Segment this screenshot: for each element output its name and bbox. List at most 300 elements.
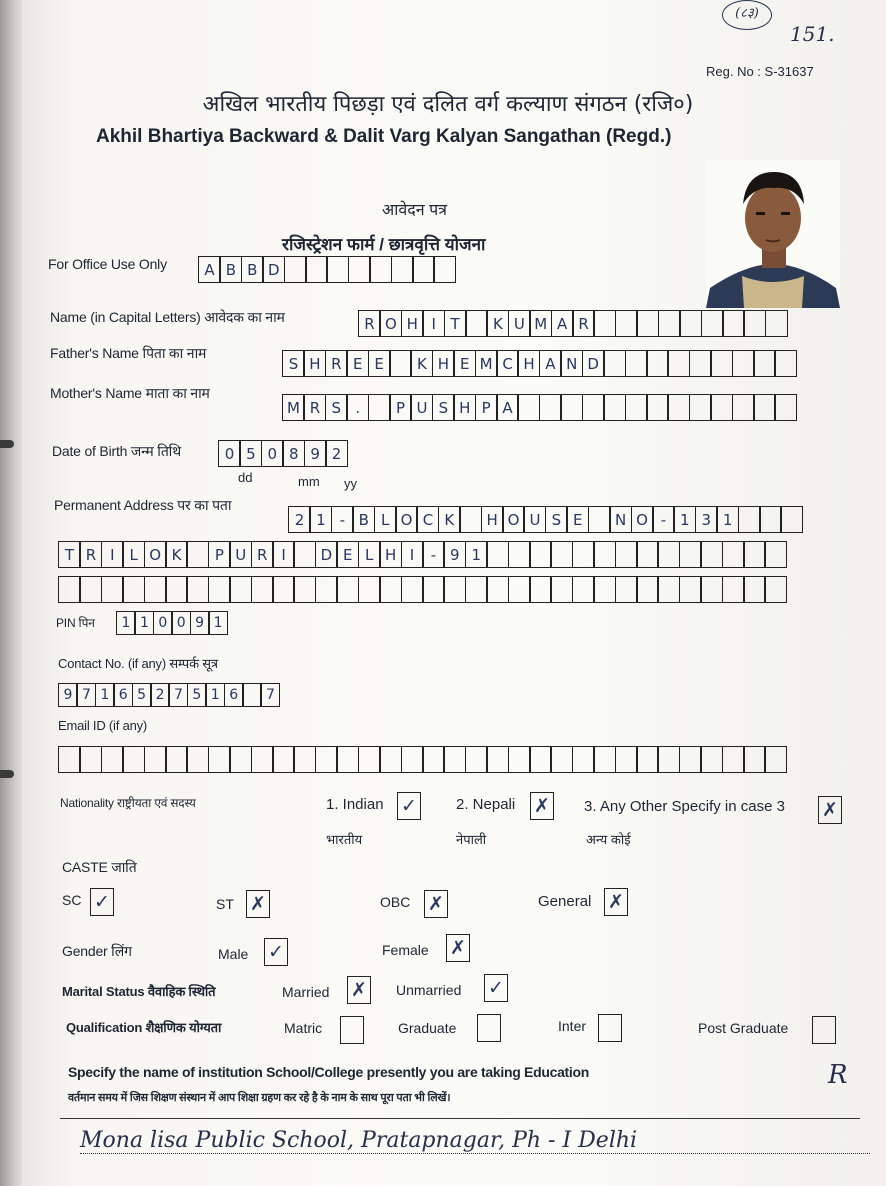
name-label: Name (in Capital Letters) आवेदक का नाम — [50, 309, 285, 325]
char-box — [272, 576, 295, 603]
char-box: L — [374, 506, 397, 533]
char-box — [582, 394, 605, 421]
pin-boxes[interactable] — [116, 611, 226, 635]
char-box — [186, 576, 209, 603]
marital-unmarried-checkbox[interactable]: ✓ — [484, 974, 508, 1002]
char-box — [369, 256, 392, 283]
char-box: 7 — [168, 683, 188, 707]
char-box: 1 — [716, 506, 739, 533]
char-box — [539, 394, 562, 421]
char-box: S — [325, 394, 348, 421]
email-label: Email ID (if any) — [58, 718, 148, 733]
contact-label: Contact No. (if any) सम्पर्क सूत्र — [58, 656, 218, 671]
institution-label-english: Specify the name of institution School/College presently you are taking Education — [68, 1064, 590, 1080]
dob-yy: yy — [344, 476, 357, 491]
caste-st-label: ST — [216, 896, 234, 912]
char-box — [701, 310, 724, 337]
char-box — [293, 746, 316, 773]
char-box: 9 — [304, 440, 327, 467]
char-box — [242, 683, 262, 707]
char-box — [208, 576, 231, 603]
mother-name-boxes[interactable] — [282, 394, 796, 421]
caste-obc-label: OBC — [380, 894, 411, 910]
char-box: R — [79, 541, 102, 568]
char-box: 1 — [134, 611, 154, 635]
char-box — [679, 576, 702, 603]
nationality-label: Nationality राष्ट्रीयता एवं सदस्य — [60, 796, 196, 810]
char-box: U — [523, 506, 546, 533]
char-box — [486, 576, 509, 603]
char-box: . — [346, 394, 369, 421]
char-box: 9 — [58, 683, 78, 707]
char-box: H — [481, 506, 504, 533]
qualification-graduate-label: Graduate — [398, 1020, 457, 1036]
dob-dd: dd — [238, 470, 253, 485]
nationality-nepali-label: 2. Nepali — [456, 796, 516, 813]
char-box — [593, 541, 616, 568]
char-box — [336, 576, 359, 603]
char-box: - — [422, 541, 445, 568]
char-box — [657, 541, 680, 568]
char-box — [667, 350, 690, 377]
char-box: R — [572, 310, 595, 337]
char-box — [625, 350, 648, 377]
char-box — [550, 541, 573, 568]
char-box — [443, 576, 466, 603]
char-box — [700, 746, 723, 773]
char-box: 6 — [113, 683, 133, 707]
char-box — [186, 746, 209, 773]
char-box — [379, 746, 402, 773]
char-box — [743, 576, 766, 603]
marital-label: Marital Status वैवाहिक स्थिति — [62, 984, 216, 999]
char-box — [284, 256, 307, 283]
char-box — [465, 746, 488, 773]
gender-female-checkbox[interactable]: ✗ — [446, 934, 470, 962]
char-box: D — [315, 541, 338, 568]
char-box: 0 — [218, 440, 241, 467]
char-box — [679, 746, 702, 773]
page-number: 151. — [790, 22, 835, 46]
contact-boxes[interactable] — [58, 683, 279, 707]
char-box — [144, 576, 167, 603]
form-subtitle-2: रजिस्ट्रेशन फार्म / छात्रवृत्ति योजना — [282, 235, 486, 254]
char-box: 7 — [260, 683, 280, 707]
char-box — [710, 350, 733, 377]
char-box — [679, 310, 702, 337]
char-box — [759, 506, 782, 533]
char-box — [422, 576, 445, 603]
char-box — [572, 541, 595, 568]
char-box: 3 — [695, 506, 718, 533]
char-box — [165, 746, 188, 773]
char-box — [389, 350, 412, 377]
char-box: K — [486, 310, 509, 337]
char-box — [401, 746, 424, 773]
char-box — [272, 746, 295, 773]
char-box — [743, 310, 766, 337]
nationality-indian-label: 1. Indian — [326, 796, 384, 813]
char-box — [636, 541, 659, 568]
char-box — [764, 746, 787, 773]
nationality-nepali-hindi: नेपाली — [456, 832, 487, 847]
address-label: Permanent Address पर का पता — [54, 497, 232, 513]
char-box: 5 — [187, 683, 207, 707]
caste-sc-label: SC — [62, 892, 82, 908]
char-box: 1 — [309, 506, 332, 533]
form-subtitle-1: आवेदन पत्र — [382, 202, 447, 219]
char-box — [700, 576, 723, 603]
char-box — [593, 576, 616, 603]
char-box: K — [165, 541, 188, 568]
char-box — [165, 576, 188, 603]
dob-boxes[interactable] — [218, 440, 346, 467]
caste-general-label: General — [538, 893, 592, 910]
char-box — [305, 256, 328, 283]
char-box: B — [352, 506, 375, 533]
nationality-nepali-checkbox[interactable]: ✗ — [530, 792, 554, 820]
char-box: H — [453, 394, 476, 421]
char-box — [646, 350, 669, 377]
char-box: K — [438, 506, 461, 533]
title-english: Akhil Bhartiya Backward & Dalit Varg Kalyan Sangathan (Regd.) — [96, 126, 672, 147]
char-box: H — [517, 350, 540, 377]
address-line-2[interactable] — [58, 541, 786, 568]
char-box: U — [229, 541, 252, 568]
char-box: 9 — [190, 611, 210, 635]
char-box — [379, 576, 402, 603]
char-box — [646, 394, 669, 421]
char-box — [443, 746, 466, 773]
char-box: 1 — [673, 506, 696, 533]
char-box: M — [282, 394, 305, 421]
char-box: I — [101, 541, 124, 568]
office-use-label: For Office Use Only — [48, 256, 167, 272]
char-box — [122, 576, 145, 603]
binder-ring — [0, 770, 14, 778]
char-box: 0 — [171, 611, 191, 635]
char-box: U — [508, 310, 531, 337]
qualification-matric-checkbox[interactable] — [340, 1016, 364, 1044]
char-box — [753, 394, 776, 421]
char-box: 9 — [443, 541, 466, 568]
char-box — [229, 746, 252, 773]
marital-married-checkbox[interactable]: ✗ — [347, 976, 371, 1004]
char-box: H — [432, 350, 455, 377]
char-box: T — [444, 310, 467, 337]
char-box — [517, 394, 540, 421]
nationality-indian-hindi: भारतीय — [326, 832, 363, 847]
char-box — [368, 394, 391, 421]
char-box — [603, 350, 626, 377]
nationality-other-label: 3. Any Other Specify in case 3 — [584, 798, 785, 815]
char-box — [658, 310, 681, 337]
char-box: H — [379, 541, 402, 568]
char-box — [657, 746, 680, 773]
qualification-post-graduate-checkbox[interactable] — [812, 1016, 836, 1044]
char-box — [79, 746, 102, 773]
char-box — [508, 576, 531, 603]
gender-male-checkbox[interactable]: ✓ — [264, 938, 288, 966]
char-box — [764, 576, 787, 603]
char-box: 2 — [150, 683, 170, 707]
caste-st-checkbox[interactable]: ✗ — [246, 890, 270, 918]
qualification-matric-label: Matric — [284, 1020, 323, 1036]
char-box: H — [303, 350, 326, 377]
char-box — [101, 746, 124, 773]
char-box: 7 — [76, 683, 96, 707]
gender-label: Gender लिंग — [62, 943, 132, 959]
char-box — [679, 541, 702, 568]
father-name-label: Father's Name पिता का नाम — [50, 345, 207, 361]
char-box: E — [336, 541, 359, 568]
char-box — [412, 256, 435, 283]
char-box — [764, 541, 787, 568]
char-box — [636, 310, 659, 337]
char-box — [550, 576, 573, 603]
caste-label: CASTE जाति — [62, 859, 137, 875]
char-box: 1 — [205, 683, 225, 707]
char-box — [603, 394, 626, 421]
gender-female-label: Female — [382, 942, 429, 958]
nationality-other-checkbox[interactable]: ✗ — [818, 796, 842, 824]
char-box — [336, 746, 359, 773]
char-box — [144, 746, 167, 773]
char-box: S — [545, 506, 568, 533]
address-line-3[interactable] — [58, 576, 786, 603]
name-boxes[interactable] — [358, 310, 786, 337]
char-box: N — [609, 506, 632, 533]
gender-male-label: Male — [218, 946, 249, 962]
char-box — [391, 256, 414, 283]
applicant-photo — [706, 160, 840, 308]
char-box — [348, 256, 371, 283]
divider — [60, 1118, 860, 1119]
char-box: O — [379, 310, 402, 337]
char-box: E — [453, 350, 476, 377]
char-box — [667, 394, 690, 421]
char-box — [722, 576, 745, 603]
char-box: 5 — [132, 683, 152, 707]
char-box: - — [331, 506, 354, 533]
char-box — [689, 394, 712, 421]
char-box: - — [652, 506, 675, 533]
char-box: R — [303, 394, 326, 421]
mother-name-label: Mother's Name माता का नाम — [50, 385, 210, 401]
char-box: B — [219, 256, 242, 283]
binder-edge — [0, 0, 22, 1186]
char-box — [422, 746, 445, 773]
address-line-1[interactable] — [288, 506, 802, 533]
char-box — [401, 576, 424, 603]
char-box — [774, 350, 797, 377]
char-box — [560, 394, 583, 421]
char-box — [572, 746, 595, 773]
nationality-other-hindi: अन्य कोई — [586, 832, 631, 847]
char-box: E — [368, 350, 391, 377]
char-box: M — [475, 350, 498, 377]
reg-no: Reg. No : S-31637 — [706, 64, 814, 79]
char-box — [293, 541, 316, 568]
char-box — [710, 394, 733, 421]
char-box — [700, 541, 723, 568]
char-box: S — [282, 350, 305, 377]
char-box — [465, 310, 488, 337]
email-boxes[interactable] — [58, 746, 786, 773]
char-box: E — [346, 350, 369, 377]
char-box: P — [208, 541, 231, 568]
institution-label-hindi: वर्तमान समय में जिस शिक्षण संस्थान में आप शिक्षा ग्रहण कर रहे है के नाम के साथ पूरा पता भी लिखें। — [68, 1092, 451, 1104]
char-box: 8 — [282, 440, 305, 467]
dob-mm: mm — [298, 474, 320, 489]
char-box — [486, 541, 509, 568]
char-box: A — [551, 310, 574, 337]
char-box — [459, 506, 482, 533]
char-box: R — [251, 541, 274, 568]
char-box: 1 — [208, 611, 228, 635]
char-box — [657, 576, 680, 603]
char-box: C — [496, 350, 519, 377]
char-box: R — [358, 310, 381, 337]
char-box: K — [410, 350, 433, 377]
char-box — [738, 506, 761, 533]
char-box — [593, 310, 616, 337]
char-box: N — [560, 350, 583, 377]
char-box — [743, 541, 766, 568]
char-box: 1 — [95, 683, 115, 707]
char-box — [229, 576, 252, 603]
char-box: I — [401, 541, 424, 568]
caste-obc-checkbox[interactable]: ✗ — [424, 890, 448, 918]
char-box: E — [566, 506, 589, 533]
char-box — [765, 310, 788, 337]
nationality-indian-checkbox[interactable]: ✓ — [397, 792, 421, 820]
char-box — [465, 576, 488, 603]
char-box — [615, 746, 638, 773]
char-box — [722, 310, 745, 337]
qualification-post-graduate-label: Post Graduate — [698, 1020, 789, 1036]
institution-name[interactable]: Mona lisa Public School, Pratapnagar, Ph - I Delhi — [80, 1128, 870, 1154]
char-box: 0 — [261, 440, 284, 467]
char-box — [588, 506, 611, 533]
caste-general-checkbox[interactable]: ✗ — [604, 888, 628, 916]
char-box — [636, 576, 659, 603]
char-box — [529, 541, 552, 568]
char-box: L — [122, 541, 145, 568]
char-box — [732, 350, 755, 377]
char-box — [58, 576, 81, 603]
char-box: 2 — [325, 440, 348, 467]
qualification-inter-label: Inter — [558, 1018, 587, 1034]
dob-label: Date of Birth जन्म तिथि — [52, 443, 181, 459]
char-box: 0 — [153, 611, 173, 635]
marital-unmarried-label: Unmarried — [396, 982, 462, 998]
char-box: A — [198, 256, 221, 283]
char-box — [186, 541, 209, 568]
char-box: 6 — [224, 683, 244, 707]
char-box — [615, 310, 638, 337]
char-box: R — [325, 350, 348, 377]
char-box: 2 — [288, 506, 311, 533]
char-box — [722, 746, 745, 773]
initials-mark: R — [828, 1060, 848, 1090]
caste-sc-checkbox[interactable]: ✓ — [90, 888, 114, 916]
char-box — [486, 746, 509, 773]
char-box — [732, 394, 755, 421]
marital-married-label: Married — [282, 984, 330, 1000]
char-box — [208, 746, 231, 773]
char-box — [315, 576, 338, 603]
char-box — [572, 576, 595, 603]
char-box: I — [422, 310, 445, 337]
char-box: L — [358, 541, 381, 568]
char-box — [315, 746, 338, 773]
title-hindi: अखिल भारतीय पिछड़ा एवं दलित वर्ग कल्याण संगठन (रजि०) — [202, 92, 694, 117]
char-box — [625, 394, 648, 421]
char-box: A — [496, 394, 519, 421]
char-box — [593, 746, 616, 773]
char-box: B — [241, 256, 264, 283]
char-box — [433, 256, 456, 283]
char-box — [753, 350, 776, 377]
char-box — [79, 576, 102, 603]
pin-label: PIN पिन — [56, 616, 95, 630]
char-box — [774, 394, 797, 421]
char-box — [636, 746, 659, 773]
char-box: 1 — [465, 541, 488, 568]
char-box — [508, 746, 531, 773]
char-box: U — [410, 394, 433, 421]
qualification-label: Qualification शैक्षणिक योग्यता — [66, 1020, 222, 1035]
char-box: 5 — [239, 440, 262, 467]
char-box — [251, 576, 274, 603]
office-use-boxes[interactable] — [198, 256, 455, 283]
char-box — [529, 746, 552, 773]
char-box: C — [416, 506, 439, 533]
char-box — [743, 746, 766, 773]
circle-note: (८३) — [722, 0, 772, 30]
char-box: D — [582, 350, 605, 377]
char-box: A — [539, 350, 562, 377]
char-box: H — [401, 310, 424, 337]
char-box — [529, 576, 552, 603]
char-box: O — [144, 541, 167, 568]
char-box: S — [432, 394, 455, 421]
char-box — [101, 576, 124, 603]
char-box — [615, 576, 638, 603]
binder-ring — [0, 440, 14, 448]
char-box — [722, 541, 745, 568]
qualification-graduate-checkbox[interactable] — [477, 1014, 501, 1042]
char-box — [293, 576, 316, 603]
char-box: O — [502, 506, 525, 533]
char-box — [615, 541, 638, 568]
char-box: 1 — [116, 611, 136, 635]
char-box: P — [475, 394, 498, 421]
father-name-boxes[interactable] — [282, 350, 796, 377]
char-box — [358, 746, 381, 773]
char-box — [326, 256, 349, 283]
char-box — [122, 746, 145, 773]
char-box — [508, 541, 531, 568]
char-box: T — [58, 541, 81, 568]
char-box — [251, 746, 274, 773]
qualification-inter-checkbox[interactable] — [598, 1014, 622, 1042]
char-box: O — [395, 506, 418, 533]
char-box — [689, 350, 712, 377]
char-box: D — [262, 256, 285, 283]
char-box: I — [272, 541, 295, 568]
